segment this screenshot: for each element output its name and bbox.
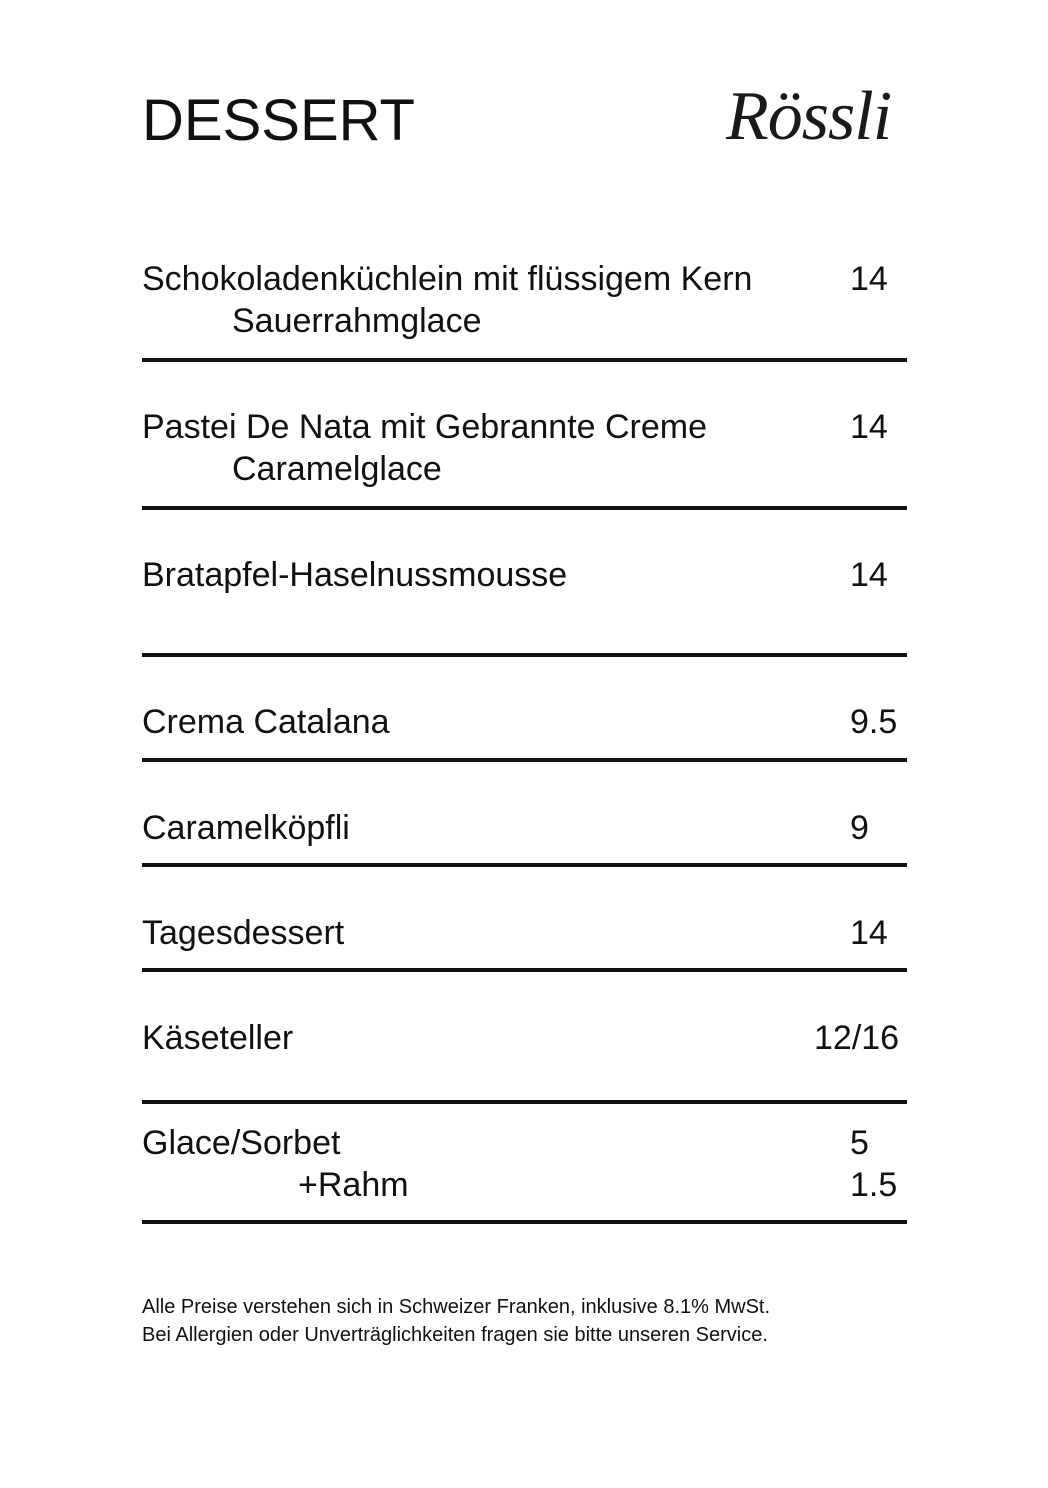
menu-item-name: Crema Catalana [142, 703, 390, 741]
menu-item-accompaniment: Caramelglace [232, 450, 442, 488]
menu-item-accompaniment: Sauerrahmglace [232, 302, 482, 340]
menu-item-price: 9 [850, 809, 869, 847]
menu-item-addon-price: 1.5 [850, 1166, 898, 1204]
menu-item [142, 258, 907, 362]
menu-item [142, 1017, 907, 1104]
menu-item-price: 14 [850, 260, 888, 298]
price-note: Alle Preise verstehen sich in Schweizer Franken, inklusive 8.1% MwSt. [142, 1296, 771, 1318]
menu-item [142, 1122, 907, 1224]
menu-item-name: Glace/Sorbet [142, 1124, 341, 1162]
menu-item [142, 912, 907, 972]
menu-item-addon: +Rahm [298, 1166, 409, 1204]
menu-item-price: 14 [850, 556, 888, 594]
menu-item-price: 14 [850, 408, 888, 446]
menu-item-name: Bratapfel-Haselnussmousse [142, 556, 568, 594]
menu-item-price: 9.5 [850, 703, 898, 741]
allergy-note: Bei Allergien oder Unverträglichkeiten fragen sie bitte unseren Service. [142, 1324, 768, 1346]
page-title: DESSERT [142, 88, 415, 153]
menu-item [142, 554, 907, 657]
menu-item [142, 807, 907, 867]
menu-item-price: 5 [850, 1124, 869, 1162]
menu-item-name: Caramelköpfli [142, 809, 350, 847]
menu-item-name: Pastei De Nata mit Gebrannte Creme [142, 408, 708, 446]
menu-item [142, 406, 907, 510]
footer-note [142, 1293, 770, 1349]
menu-item-name: Schokoladenküchlein mit flüssigem Kern [142, 260, 753, 298]
menu-item-name: Tagesdessert [142, 914, 345, 952]
restaurant-logo: Rössli [726, 78, 892, 155]
menu-item-price: 12/16 [814, 1019, 900, 1057]
menu-item-price: 14 [850, 914, 888, 952]
menu-item-name: Käseteller [142, 1019, 294, 1057]
menu-item [142, 701, 907, 762]
